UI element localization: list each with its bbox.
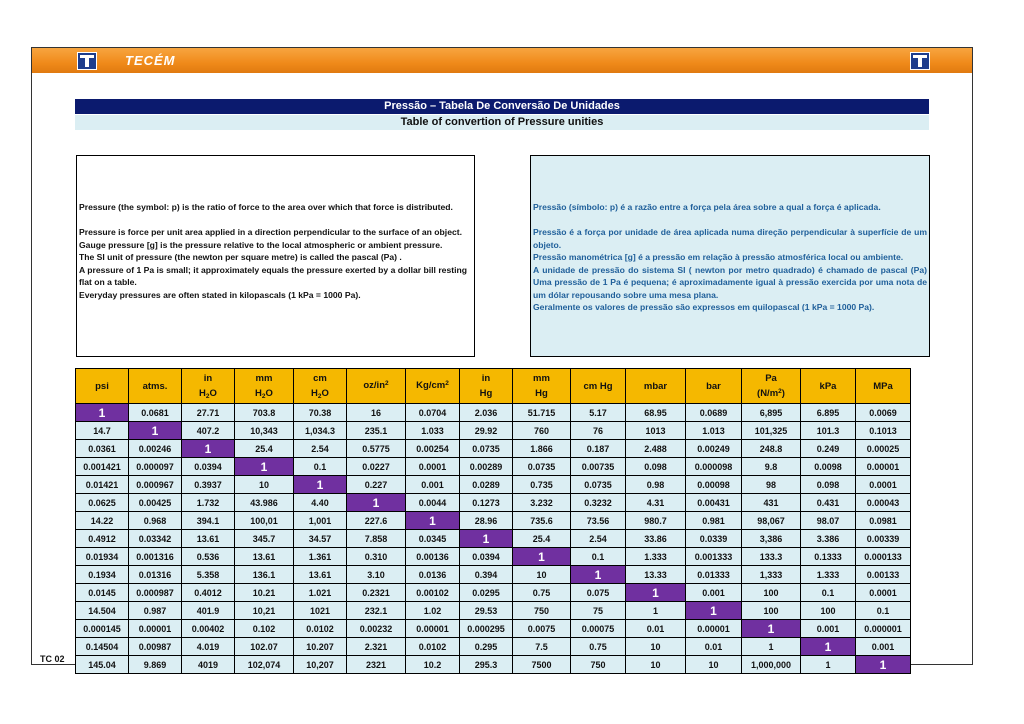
table-cell: 0.1: [571, 548, 626, 566]
brand-name: TECÉM: [125, 53, 176, 68]
table-cell: 0.0394: [460, 548, 513, 566]
table-cell: 0.00987: [129, 638, 182, 656]
table-row: [76, 548, 911, 566]
table-cell: 4019: [182, 656, 235, 674]
table-row: [76, 458, 911, 476]
table-cell: 0.98: [626, 476, 686, 494]
table-cell: 0.0394: [182, 458, 235, 476]
description-portuguese-text: [533, 201, 927, 314]
table-cell: 394.1: [182, 512, 235, 530]
table-cell: 0.3937: [182, 476, 235, 494]
table-cell: 98.07: [801, 512, 856, 530]
table-cell: 0.295: [460, 638, 513, 656]
description_en-line: The SI unit of pressure (the newton per square metre) is called the pascal (Pa) .: [79, 252, 402, 262]
description_pt-line: Pressão (símbolo: p) é a razão entre a força pela área sobre a qual a força é aplicada.: [533, 202, 881, 212]
table-cell: 100,01: [235, 512, 294, 530]
table-cell: 3,386: [742, 530, 801, 548]
table-cell: 7500: [513, 656, 571, 674]
table-cell: 0.00001: [686, 620, 742, 638]
table-cell: 0.00025: [856, 440, 911, 458]
table-cell: 1.361: [294, 548, 347, 566]
table-cell: 1.333: [801, 566, 856, 584]
table-cell: 0.01: [626, 620, 686, 638]
table-row: [76, 530, 911, 548]
table-cell: 7.5: [513, 638, 571, 656]
table-cell: 0.001316: [129, 548, 182, 566]
table-cell: 431: [742, 494, 801, 512]
table-cell: 10.2: [406, 656, 460, 674]
table-row: [76, 620, 911, 638]
table-cell: 4.31: [626, 494, 686, 512]
table-cell: 76: [571, 422, 626, 440]
table-cell: 5.17: [571, 404, 626, 422]
table-cell: 0.187: [571, 440, 626, 458]
table-row: [76, 512, 911, 530]
table-cell: 14.504: [76, 602, 129, 620]
table-cell: 0.0735: [571, 476, 626, 494]
table-cell: 1: [76, 404, 129, 422]
table-cell: 0.000098: [686, 458, 742, 476]
table-cell: 0.0981: [856, 512, 911, 530]
table-cell: 0.0069: [856, 404, 911, 422]
table-cell: 0.00098: [686, 476, 742, 494]
table-row: [76, 422, 911, 440]
table-cell: 100: [742, 602, 801, 620]
table-cell: 102,074: [235, 656, 294, 674]
table-cell: 760: [513, 422, 571, 440]
table-cell: 1,001: [294, 512, 347, 530]
table-cell: 0.00001: [129, 620, 182, 638]
table-cell: 0.03342: [129, 530, 182, 548]
column-header: mm $H_2O$: [235, 369, 294, 404]
table-cell: 1,034.3: [294, 422, 347, 440]
table-cell: 0.1: [856, 602, 911, 620]
description_pt-line: Pressão é a força por unidade de área aplicada numa direção perpendicular à superfície de um objeto.: [533, 227, 927, 250]
table-cell: 1: [801, 656, 856, 674]
table-cell: 6,895: [742, 404, 801, 422]
column-header: psi: [76, 369, 129, 404]
description_pt-line: Geralmente os valores de pressão são expressos em quilopascal (1 kPa = 1000 Pa).: [533, 302, 875, 312]
table-cell: 0.0689: [686, 404, 742, 422]
table-cell: 0.0625: [76, 494, 129, 512]
table-cell: 10: [513, 566, 571, 584]
table-cell: 0.001: [686, 584, 742, 602]
table-row: [76, 494, 911, 512]
column-header: in Hg: [460, 369, 513, 404]
table-cell: 0.00402: [182, 620, 235, 638]
table-cell: 0.14504: [76, 638, 129, 656]
table-cell: 980.7: [626, 512, 686, 530]
table-cell: 232.1: [347, 602, 406, 620]
table-cell: 10: [686, 656, 742, 674]
table-cell: 0.0102: [406, 638, 460, 656]
table-cell: 0.0075: [513, 620, 571, 638]
table-cell: 10: [235, 476, 294, 494]
table-cell: 0.3232: [571, 494, 626, 512]
description_en-line: Everyday pressures are often stated in kilopascals (1 kPa = 1000 Pa).: [79, 289, 361, 300]
table-cell: 0.0681: [129, 404, 182, 422]
table-cell: 101,325: [742, 422, 801, 440]
table-cell: 0.1: [801, 584, 856, 602]
description_en-line: Pressure (the symbol: p) is the ratio of force to the area over which that force is distributed.: [79, 202, 453, 212]
table-cell: 0.0361: [76, 440, 129, 458]
table-cell: 0.0704: [406, 404, 460, 422]
table-cell: 1: [626, 584, 686, 602]
table-row: [76, 404, 911, 422]
table-cell: 136.1: [235, 566, 294, 584]
table-cell: 10: [626, 656, 686, 674]
table-cell: 2.036: [460, 404, 513, 422]
table-cell: 0.1: [294, 458, 347, 476]
table-cell: 1: [460, 530, 513, 548]
table-cell: 0.001: [406, 476, 460, 494]
table-cell: 100: [801, 602, 856, 620]
column-header: $Kg/cm^2$: [406, 369, 460, 404]
table-cell: 14.7: [76, 422, 129, 440]
table-cell: 2.488: [626, 440, 686, 458]
table-cell: 0.000295: [460, 620, 513, 638]
table-cell: 0.0001: [856, 584, 911, 602]
table-cell: 0.00246: [129, 440, 182, 458]
table-cell: 0.00249: [686, 440, 742, 458]
column-header: cm $H_2O$: [294, 369, 347, 404]
table-cell: 1: [742, 638, 801, 656]
table-cell: 7.858: [347, 530, 406, 548]
table-cell: 0.001333: [686, 548, 742, 566]
description-english: [76, 155, 475, 357]
table-cell: 1,000,000: [742, 656, 801, 674]
table-cell: 1.333: [626, 548, 686, 566]
table-cell: 0.00425: [129, 494, 182, 512]
table-cell: 3.232: [513, 494, 571, 512]
table-cell: 29.53: [460, 602, 513, 620]
table-cell: 100: [742, 584, 801, 602]
table-cell: 235.1: [347, 422, 406, 440]
table-cell: 1.033: [406, 422, 460, 440]
description_pt-line: A unidade de pressão do sistema SI ( newton por metro quadrado) é chamado de pascal (Pa) Uma pressão de 1 Pa é pequena; é aproximadamente igual à pressão exercida por uma nota de um dólar repousando sobre uma mesa plana.: [533, 264, 927, 300]
table-row: [76, 476, 911, 494]
table-cell: 29.92: [460, 422, 513, 440]
table-row: [76, 602, 911, 620]
table-cell: 0.0295: [460, 584, 513, 602]
table-cell: 0.00339: [856, 530, 911, 548]
table-cell: 1021: [294, 602, 347, 620]
table-cell: 248.8: [742, 440, 801, 458]
table-cell: 0.431: [801, 494, 856, 512]
table-cell: 1: [856, 656, 911, 674]
table-cell: 3.386: [801, 530, 856, 548]
table-cell: 14.22: [76, 512, 129, 530]
table-cell: 0.1013: [856, 422, 911, 440]
table-cell: 51.715: [513, 404, 571, 422]
table-cell: 2.54: [571, 530, 626, 548]
table-cell: 0.00102: [406, 584, 460, 602]
table-cell: 2.54: [294, 440, 347, 458]
table-cell: 1.732: [182, 494, 235, 512]
table-cell: 0.00232: [347, 620, 406, 638]
table-cell: 10,343: [235, 422, 294, 440]
description-portuguese: [530, 155, 930, 357]
table-cell: 0.00001: [856, 458, 911, 476]
table-cell: 0.0289: [460, 476, 513, 494]
table-cell: 13.61: [294, 566, 347, 584]
table-cell: 1.866: [513, 440, 571, 458]
table-cell: 0.000987: [129, 584, 182, 602]
table-cell: 0.0227: [347, 458, 406, 476]
table-cell: 2.321: [347, 638, 406, 656]
table-cell: 0.01333: [686, 566, 742, 584]
table-cell: 0.098: [801, 476, 856, 494]
table-cell: 1: [513, 548, 571, 566]
table-cell: 0.249: [801, 440, 856, 458]
table-cell: 1.02: [406, 602, 460, 620]
description_en-line: A pressure of 1 Pa is small; it approximately equals the pressure exerted by a dollar bill resting flat on a table.: [79, 264, 467, 287]
table-cell: 1: [801, 638, 856, 656]
table-cell: 0.00289: [460, 458, 513, 476]
table-cell: 0.00133: [856, 566, 911, 584]
table-cell: 0.227: [347, 476, 406, 494]
table-cell: 0.000145: [76, 620, 129, 638]
table-cell: 0.1333: [801, 548, 856, 566]
table-cell: 0.75: [571, 638, 626, 656]
table-cell: 0.981: [686, 512, 742, 530]
table-header-row: [76, 369, 911, 404]
table-cell: 0.000097: [129, 458, 182, 476]
page-title-en: Table of convertion of Pressure unities: [75, 115, 929, 130]
table-cell: 9.869: [129, 656, 182, 674]
table-cell: 0.5775: [347, 440, 406, 458]
table-cell: 295.3: [460, 656, 513, 674]
table-cell: 0.987: [129, 602, 182, 620]
table-cell: 1: [571, 566, 626, 584]
table-cell: 401.9: [182, 602, 235, 620]
table-cell: 0.2321: [347, 584, 406, 602]
table-cell: 13.61: [182, 530, 235, 548]
table-cell: 25.4: [235, 440, 294, 458]
column-header: $oz/in^2$: [347, 369, 406, 404]
table-cell: 133.3: [742, 548, 801, 566]
table-cell: 1: [626, 602, 686, 620]
table-cell: 16: [347, 404, 406, 422]
table-cell: 10,21: [235, 602, 294, 620]
table-cell: 10,207: [294, 656, 347, 674]
table-cell: 43.986: [235, 494, 294, 512]
table-cell: 1,333: [742, 566, 801, 584]
table-cell: 0.102: [235, 620, 294, 638]
table-cell: 0.4012: [182, 584, 235, 602]
table-cell: 0.000001: [856, 620, 911, 638]
table-cell: 0.01421: [76, 476, 129, 494]
table-cell: 98,067: [742, 512, 801, 530]
table-cell: 98: [742, 476, 801, 494]
table-cell: 0.00001: [406, 620, 460, 638]
table-cell: 0.0098: [801, 458, 856, 476]
table-cell: 0.536: [182, 548, 235, 566]
table-cell: 6.895: [801, 404, 856, 422]
table-cell: 101.3: [801, 422, 856, 440]
column-header: cm Hg: [571, 369, 626, 404]
table-cell: 3.10: [347, 566, 406, 584]
table-cell: 0.001421: [76, 458, 129, 476]
column-header: MPa: [856, 369, 911, 404]
table-cell: 0.4912: [76, 530, 129, 548]
table-cell: 0.0735: [513, 458, 571, 476]
table-cell: 145.04: [76, 656, 129, 674]
description_en-line: Gauge pressure [g] is the pressure relative to the local atmospheric or ambient pressure.: [79, 239, 443, 250]
table-row: [76, 440, 911, 458]
table-cell: 33.86: [626, 530, 686, 548]
table-cell: 1: [742, 620, 801, 638]
page-title-pt: Pressão – Tabela De Conversão De Unidades: [75, 99, 929, 114]
description_en-line: Pressure is force per unit area applied in a direction perpendicular to the surface of an object.: [79, 227, 463, 237]
table-cell: 0.098: [626, 458, 686, 476]
table-cell: 2321: [347, 656, 406, 674]
table-cell: 345.7: [235, 530, 294, 548]
table-cell: 227.6: [347, 512, 406, 530]
table-cell: 0.00075: [571, 620, 626, 638]
table-cell: 1: [182, 440, 235, 458]
table-cell: 0.01934: [76, 548, 129, 566]
column-header: mm Hg: [513, 369, 571, 404]
table-cell: 0.0001: [856, 476, 911, 494]
document-code: TC 02: [40, 654, 65, 664]
conversion-table: [75, 368, 911, 674]
table-cell: 0.0136: [406, 566, 460, 584]
table-cell: 1: [686, 602, 742, 620]
table-cell: 0.001: [856, 638, 911, 656]
table-cell: 0.1273: [460, 494, 513, 512]
table-cell: 28.96: [460, 512, 513, 530]
table-cell: 102.07: [235, 638, 294, 656]
table-cell: 9.8: [742, 458, 801, 476]
tecem-logo-icon: [910, 52, 930, 70]
table-cell: 0.0044: [406, 494, 460, 512]
table-cell: 70.38: [294, 404, 347, 422]
table-cell: 0.968: [129, 512, 182, 530]
table-cell: 10.21: [235, 584, 294, 602]
table-cell: 1: [129, 422, 182, 440]
table-cell: 750: [513, 602, 571, 620]
table-cell: 0.394: [460, 566, 513, 584]
table-cell: 0.000967: [129, 476, 182, 494]
table-cell: 0.01: [686, 638, 742, 656]
table-cell: 5.358: [182, 566, 235, 584]
table-cell: 0.00136: [406, 548, 460, 566]
table-cell: 1: [406, 512, 460, 530]
table-row: [76, 584, 911, 602]
table-cell: 0.1934: [76, 566, 129, 584]
table-cell: 68.95: [626, 404, 686, 422]
description_en-line: [79, 214, 472, 227]
column-header: bar: [686, 369, 742, 404]
table-cell: 0.0102: [294, 620, 347, 638]
column-header: in $H_2O$: [182, 369, 235, 404]
table-cell: 1: [294, 476, 347, 494]
table-cell: 75: [571, 602, 626, 620]
table-cell: 1.021: [294, 584, 347, 602]
table-cell: 0.310: [347, 548, 406, 566]
table-cell: 0.0345: [406, 530, 460, 548]
table-row: [76, 566, 911, 584]
table-cell: 0.075: [571, 584, 626, 602]
table-cell: 0.0145: [76, 584, 129, 602]
table-cell: 407.2: [182, 422, 235, 440]
table-cell: 0.0339: [686, 530, 742, 548]
table-cell: 4.019: [182, 638, 235, 656]
table-cell: 0.00043: [856, 494, 911, 512]
table-cell: 4.40: [294, 494, 347, 512]
table-row: [76, 656, 911, 674]
table-cell: 0.0001: [406, 458, 460, 476]
table-cell: 0.735: [513, 476, 571, 494]
table-cell: 1.013: [686, 422, 742, 440]
table-cell: 27.71: [182, 404, 235, 422]
table-cell: 73.56: [571, 512, 626, 530]
column-header: kPa: [801, 369, 856, 404]
table-cell: 0.00735: [571, 458, 626, 476]
table-cell: 10: [626, 638, 686, 656]
table-cell: 1: [347, 494, 406, 512]
table-cell: 0.0735: [460, 440, 513, 458]
table-cell: 735.6: [513, 512, 571, 530]
column-header: Pa $(N/m^2)$: [742, 369, 801, 404]
table-cell: 1013: [626, 422, 686, 440]
table-cell: 34.57: [294, 530, 347, 548]
column-header: mbar: [626, 369, 686, 404]
tecem-logo-icon: [77, 52, 97, 70]
table-cell: 0.00431: [686, 494, 742, 512]
table-cell: 1: [235, 458, 294, 476]
table-cell: 0.75: [513, 584, 571, 602]
table-cell: 0.00254: [406, 440, 460, 458]
description-english-text: [79, 201, 472, 301]
column-header: atms.: [129, 369, 182, 404]
table-cell: 0.01316: [129, 566, 182, 584]
table-cell: 0.000133: [856, 548, 911, 566]
table-cell: 10.207: [294, 638, 347, 656]
table-cell: 750: [571, 656, 626, 674]
table-row: [76, 638, 911, 656]
table-cell: 0.001: [801, 620, 856, 638]
table-cell: 25.4: [513, 530, 571, 548]
table-cell: 703.8: [235, 404, 294, 422]
table-cell: 13.61: [235, 548, 294, 566]
description_pt-line: [533, 214, 927, 227]
description_pt-line: Pressão manométrica [g] é a pressão em relação à pressão atmosférica local ou ambiente.: [533, 252, 904, 262]
table-cell: 13.33: [626, 566, 686, 584]
